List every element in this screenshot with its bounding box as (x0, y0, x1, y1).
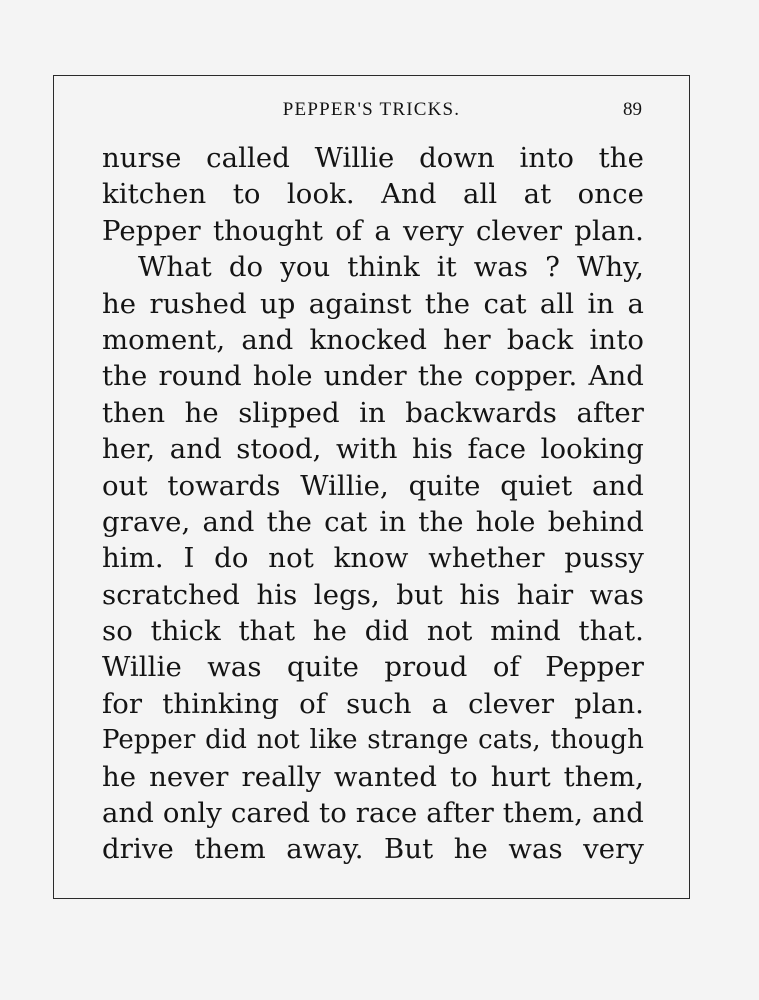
text-line: he rushed up against the cat all in a (102, 287, 644, 320)
text-line: Pepper did not like strange cats, though (102, 725, 644, 756)
text-line: kitchen to look. And all at once (102, 178, 644, 211)
running-title: PEPPER'S TRICKS. (282, 99, 461, 120)
text-line: so thick that he did not mind that. (102, 615, 644, 648)
text-line: Willie was quite proud of Pepper (102, 651, 644, 684)
text-line: grave, and the cat in the hole behind (102, 505, 644, 538)
text-line: scratched his legs, but his hair was (102, 578, 644, 611)
text-line: and only cared to race after them, and (102, 797, 644, 830)
text-line: nurse called Willie down into the (102, 142, 644, 174)
text-line: her, and stood, with his face looking (102, 433, 644, 466)
running-header (53, 95, 690, 129)
text-line: out towards Willie, quite quiet and (102, 469, 644, 502)
text-line: him. I do not know whether pussy (102, 542, 644, 575)
text-line: drive them away. But he was very (102, 833, 644, 866)
text-line: for thinking of such a clever plan. (102, 687, 644, 720)
text-line: Pepper thought of a very clever plan. (102, 214, 644, 247)
text-line: the round hole under the copper. And (102, 360, 644, 393)
text-line: moment, and knocked her back into (102, 323, 644, 356)
body-text (102, 140, 644, 868)
page-number: 89 (623, 99, 642, 120)
text-line: then he slipped in backwards after (102, 396, 644, 429)
text-line: he never really wanted to hurt them, (102, 760, 644, 793)
paragraph-start-line: What do you think it was ? Why, (138, 251, 644, 284)
